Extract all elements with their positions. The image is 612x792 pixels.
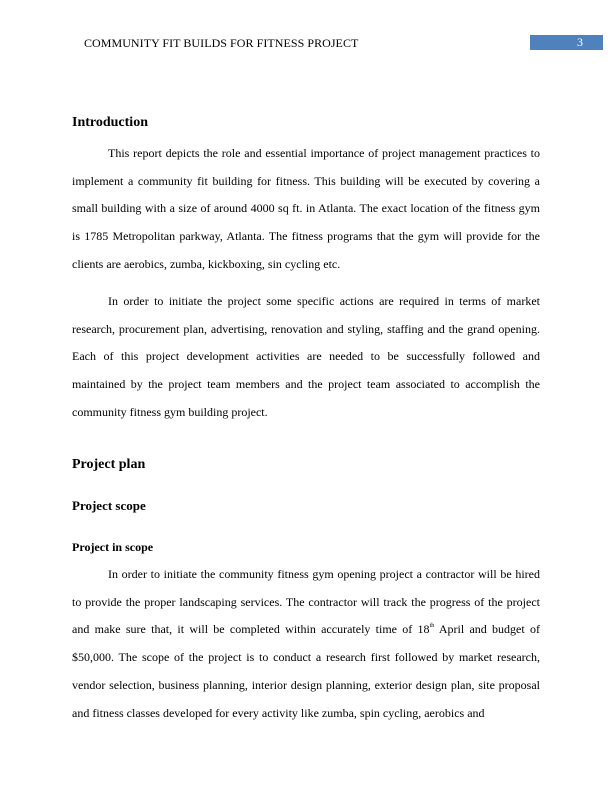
- introduction-paragraph-1: This report depicts the role and essential importance of project management practices to implement a community fit building for fitness. This building will be executed by covering a small building with a size of around 4000 sq ft. in Atlanta. The exact location of the fitness gym is 1785 Metropolitan parkway, Atlanta. The fitness programs that the gym will provide for the clients are aerobics, zumba, kickboxing, sin cycling etc.: [72, 146, 540, 271]
- page-number: 3: [530, 35, 603, 50]
- ordinal-suffix: th: [429, 623, 435, 630]
- project-scope-heading: Project scope: [72, 498, 146, 513]
- introduction-paragraph-2: In order to initiate the project some specific actions are required in terms of market research, procurement plan, advertising, renovation and styling, staffing and the grand opening. Each of this project development activities are needed to be successfully followed and maintained by the project team members and the project team associated to accomplish the community fitness gym building project.: [72, 294, 540, 419]
- running-head: COMMUNITY FIT BUILDS FOR FITNESS PROJECT: [84, 36, 359, 50]
- in-scope-text-after-date: April and budget of $50,000. The scope of the project is to conduct a research first followed by market research, vendor selection, business planning, interior design planning, exterior design plan, site proposal and fitness classes developed for every activity like zumba, spin cycling, aerobics and: [72, 622, 540, 720]
- project-plan-heading: Project plan: [72, 457, 146, 472]
- project-in-scope-heading: Project in scope: [72, 540, 154, 554]
- in-scope-paragraph: [72, 561, 540, 727]
- introduction-heading: Introduction: [72, 115, 148, 130]
- in-scope-text-before-date: In order to initiate the community fitness gym opening project a contractor will be hired to provide the proper landscaping services. The contractor will track the progress of the project and make sure that, it will be completed within accurately time of 18: [72, 567, 540, 637]
